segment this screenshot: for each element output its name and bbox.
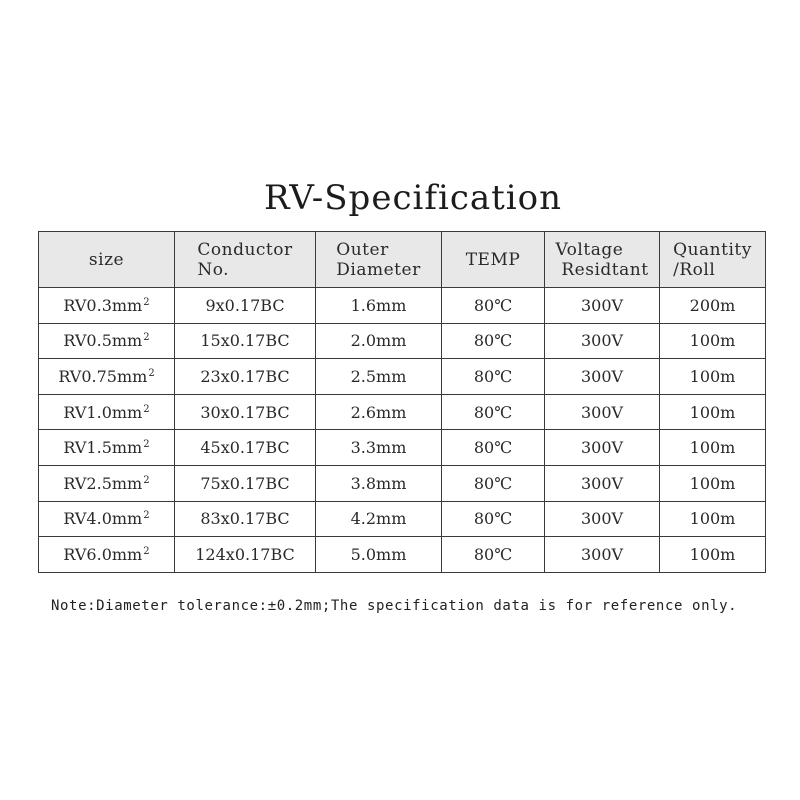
cell-voltage xyxy=(545,288,660,324)
footnote: Note:Diameter tolerance:±0.2mm;The specification data is for reference only. xyxy=(51,598,738,614)
column-header-line2: Residtant xyxy=(555,259,649,280)
cell-conductor-text: 83x0.17BC xyxy=(200,509,290,529)
cell-conductor-text: 30x0.17BC xyxy=(200,402,290,422)
cell-outer-diameter-text: 4.2mm xyxy=(350,509,407,529)
cell-temp-text: 80℃ xyxy=(473,402,513,422)
table-row xyxy=(39,359,766,395)
cell-quantity-text: 100m xyxy=(689,331,736,351)
cell-outer-diameter-text: 3.3mm xyxy=(350,438,407,458)
cell-temp xyxy=(442,430,545,466)
cell-voltage xyxy=(545,359,660,395)
cell-quantity xyxy=(660,394,766,430)
cell-outer-diameter xyxy=(316,537,442,573)
column-header-size xyxy=(39,232,175,288)
cell-outer-diameter-text: 2.0mm xyxy=(350,331,407,351)
cell-conductor-text: 75x0.17BC xyxy=(200,473,290,493)
cell-quantity-text: 100m xyxy=(689,509,736,529)
cell-outer-diameter xyxy=(316,288,442,324)
cell-quantity-text: 100m xyxy=(689,544,736,564)
cell-quantity-text: 100m xyxy=(689,402,736,422)
cell-voltage-text: 300V xyxy=(580,402,624,422)
column-header-line1: Quantity xyxy=(673,239,752,260)
cell-temp xyxy=(442,465,545,501)
cell-temp-text: 80℃ xyxy=(473,438,513,458)
cell-size xyxy=(39,288,175,324)
table-row xyxy=(39,430,766,466)
column-header-line1: Outer xyxy=(336,239,389,260)
cell-conductor-text: 15x0.17BC xyxy=(200,331,290,351)
cell-outer-diameter xyxy=(316,465,442,501)
cell-size xyxy=(39,394,175,430)
cell-size xyxy=(39,465,175,501)
cell-conductor-text: 124x0.17BC xyxy=(195,544,295,564)
cell-temp xyxy=(442,537,545,573)
cell-outer-diameter-text: 2.5mm xyxy=(350,366,407,386)
squared-superscript: 2 xyxy=(143,474,150,486)
cell-voltage xyxy=(545,394,660,430)
cell-outer-diameter xyxy=(316,359,442,395)
cell-voltage xyxy=(545,501,660,537)
cell-voltage xyxy=(545,430,660,466)
cell-temp xyxy=(442,501,545,537)
cell-conductor-text: 45x0.17BC xyxy=(200,438,290,458)
specification-table xyxy=(38,231,766,573)
cell-quantity xyxy=(660,465,766,501)
cell-quantity xyxy=(660,501,766,537)
cell-size-text: RV0.3mm xyxy=(63,295,143,315)
squared-superscript: 2 xyxy=(143,332,150,344)
cell-conductor-text: 9x0.17BC xyxy=(205,295,285,315)
table-body xyxy=(39,288,766,573)
cell-conductor-text: 23x0.17BC xyxy=(200,366,290,386)
cell-size xyxy=(39,537,175,573)
cell-temp-text: 80℃ xyxy=(473,473,513,493)
squared-superscript: 2 xyxy=(143,510,150,522)
cell-temp-text: 80℃ xyxy=(473,295,513,315)
squared-superscript: 2 xyxy=(143,439,150,451)
cell-temp-text: 80℃ xyxy=(473,509,513,529)
cell-voltage-text: 300V xyxy=(580,438,624,458)
cell-temp-text: 80℃ xyxy=(473,366,513,386)
column-header-line1: Voltage xyxy=(555,239,624,260)
cell-temp xyxy=(442,288,545,324)
cell-quantity xyxy=(660,430,766,466)
cell-conductor xyxy=(175,501,316,537)
cell-size-text: RV4.0mm xyxy=(63,509,143,529)
table-row xyxy=(39,537,766,573)
cell-quantity xyxy=(660,537,766,573)
column-header-line1: Conductor xyxy=(197,239,293,260)
column-header-voltage xyxy=(545,232,660,288)
cell-quantity xyxy=(660,323,766,359)
cell-temp xyxy=(442,359,545,395)
table-row xyxy=(39,288,766,324)
column-header-quantity xyxy=(660,232,766,288)
cell-temp-text: 80℃ xyxy=(473,331,513,351)
cell-voltage xyxy=(545,465,660,501)
table-row xyxy=(39,323,766,359)
cell-size-text: RV0.75mm xyxy=(58,366,148,386)
cell-quantity xyxy=(660,359,766,395)
cell-temp-text: 80℃ xyxy=(473,544,513,564)
cell-conductor xyxy=(175,359,316,395)
column-header-line2: No. xyxy=(197,259,230,280)
cell-quantity-text: 200m xyxy=(689,295,736,315)
cell-voltage-text: 300V xyxy=(580,544,624,564)
cell-voltage-text: 300V xyxy=(580,295,624,315)
table-header-row xyxy=(39,232,766,288)
cell-quantity xyxy=(660,288,766,324)
cell-quantity-text: 100m xyxy=(689,438,736,458)
cell-size-text: RV2.5mm xyxy=(63,473,143,493)
cell-voltage-text: 300V xyxy=(580,366,624,386)
cell-outer-diameter xyxy=(316,394,442,430)
cell-conductor xyxy=(175,430,316,466)
cell-conductor xyxy=(175,537,316,573)
cell-temp xyxy=(442,323,545,359)
cell-outer-diameter-text: 3.8mm xyxy=(350,473,407,493)
cell-conductor xyxy=(175,323,316,359)
table-row xyxy=(39,394,766,430)
cell-size xyxy=(39,501,175,537)
cell-voltage xyxy=(545,537,660,573)
cell-quantity-text: 100m xyxy=(689,473,736,493)
column-header-outer-diameter xyxy=(316,232,442,288)
column-header-conductor xyxy=(175,232,316,288)
cell-outer-diameter-text: 5.0mm xyxy=(350,544,407,564)
column-header-line1: size xyxy=(88,249,125,270)
cell-conductor xyxy=(175,465,316,501)
table-row xyxy=(39,501,766,537)
cell-size-text: RV0.5mm xyxy=(63,331,143,351)
cell-conductor xyxy=(175,288,316,324)
cell-size xyxy=(39,430,175,466)
cell-size-text: RV6.0mm xyxy=(63,544,143,564)
cell-outer-diameter xyxy=(316,323,442,359)
squared-superscript: 2 xyxy=(143,403,150,415)
squared-superscript: 2 xyxy=(143,545,150,557)
page-title: RV-Specification xyxy=(263,178,563,218)
table-row xyxy=(39,465,766,501)
cell-outer-diameter xyxy=(316,430,442,466)
cell-voltage-text: 300V xyxy=(580,331,624,351)
cell-size-text: RV1.0mm xyxy=(63,402,143,422)
column-header-line1: TEMP xyxy=(465,249,521,270)
cell-voltage-text: 300V xyxy=(580,509,624,529)
cell-size-text: RV1.5mm xyxy=(63,438,143,458)
column-header-line2: Diameter xyxy=(336,259,421,280)
cell-outer-diameter-text: 1.6mm xyxy=(350,295,407,315)
squared-superscript: 2 xyxy=(148,367,155,379)
cell-quantity-text: 100m xyxy=(689,366,736,386)
column-header-temp xyxy=(442,232,545,288)
cell-size xyxy=(39,359,175,395)
cell-voltage-text: 300V xyxy=(580,473,624,493)
column-header-line2: /Roll xyxy=(673,259,716,280)
cell-voltage xyxy=(545,323,660,359)
cell-outer-diameter xyxy=(316,501,442,537)
cell-outer-diameter-text: 2.6mm xyxy=(350,402,407,422)
cell-temp xyxy=(442,394,545,430)
cell-size xyxy=(39,323,175,359)
cell-conductor xyxy=(175,394,316,430)
squared-superscript: 2 xyxy=(143,296,150,308)
